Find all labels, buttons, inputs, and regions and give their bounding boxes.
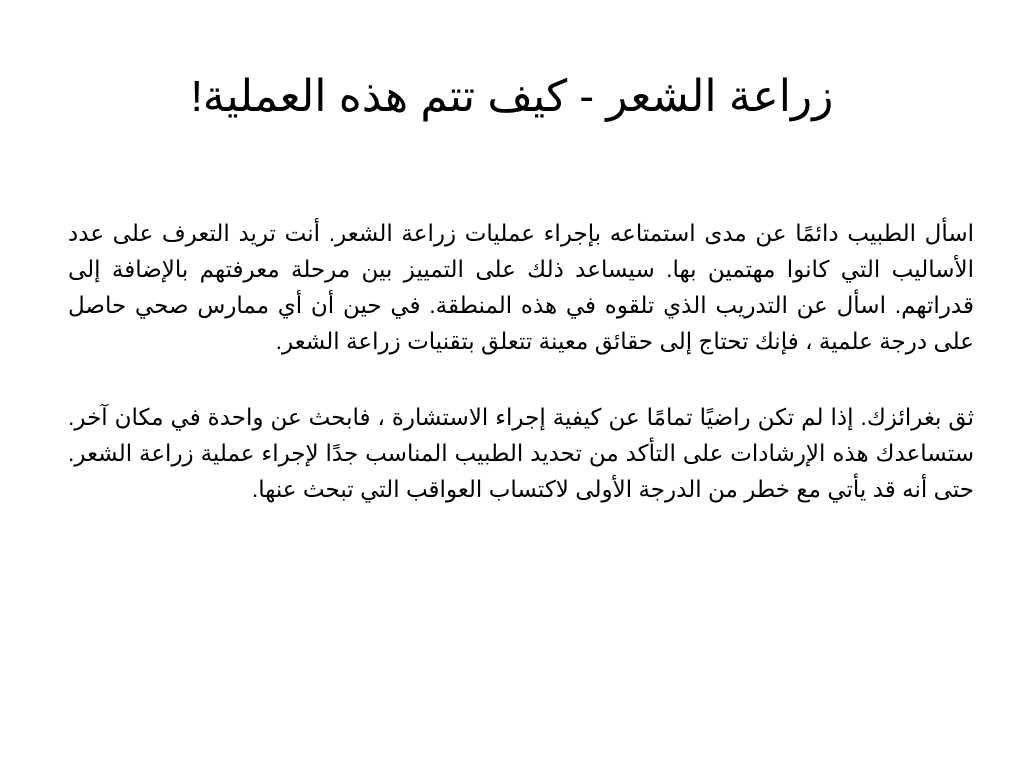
- body-paragraph-1: اسأل الطبيب دائمًا عن مدى استمتاعه بإجراء عمليات زراعة الشعر. أنت تريد التعرف على عدد الأساليب التي كانوا مهتمين بها. سيساعد ذلك على التمييز بين مرحلة معرفتهم بالإضافة إلى قدراتهم. اسأل عن التدريب الذي تلقوه في هذه المنطقة. في حين أن أي ممارس صحي حاصل على درجة علمية ، فإنك تحتاج إلى حقائق معينة تتعلق بتقنيات زراعة الشعر.: [68, 220, 974, 354]
- slide-title: زراعة الشعر - كيف تتم هذه العملية!: [190, 72, 834, 121]
- body-paragraph-2: ثق بغرائزك. إذا لم تكن راضيًا تمامًا عن كيفية إجراء الاستشارة ، فابحث عن واحدة في مكان آخر. ستساعدك هذه الإرشادات على التأكد من تحديد الطبيب المناسب جدًا لإجراء عملية زراعة الشعر. حتى أنه قد يأتي مع خطر من الدرجة الأولى لاكتساب العواقب التي تبحث عنها.: [68, 404, 974, 502]
- slide-body: [68, 215, 974, 547]
